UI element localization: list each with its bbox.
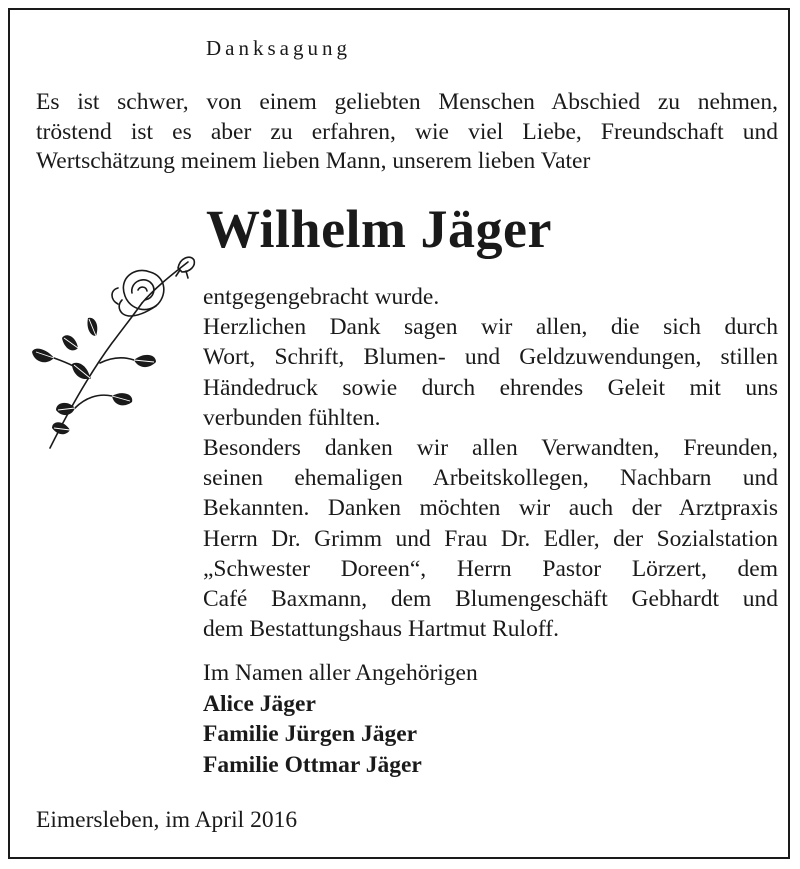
body-line: Café Baxmann, dem Blumengeschäft Gebhardt und <box>203 586 778 613</box>
signatory-name: Familie Ottmar Jäger <box>203 751 422 778</box>
body-line: Besonders danken wir allen Verwandten, Freunden, <box>203 435 778 462</box>
body-line: Wort, Schrift, Blumen- und Geldzuwendungen, stillen <box>203 344 778 371</box>
heading: Danksagung <box>206 36 351 60</box>
signature-block <box>203 658 478 780</box>
place-date: Eimersleben, im April 2016 <box>36 807 298 833</box>
signature-intro: Im Namen aller Angehörigen <box>203 660 478 686</box>
rose-icon <box>30 248 200 453</box>
intro-line: Wertschätzung meinem lieben Mann, unserem lieben Vater <box>36 148 591 174</box>
body-line: Händedruck sowie durch ehrendes Geleit mit uns <box>203 374 778 401</box>
signatory-name: Alice Jäger <box>203 690 316 717</box>
body-line: dem Bestattungshaus Hartmut Ruloff. <box>203 616 559 643</box>
deceased-name: Wilhelm Jäger <box>206 199 552 259</box>
intro-line: tröstend ist es aber zu erfahren, wie viel Liebe, Freundschaft und <box>36 118 778 145</box>
body-text <box>203 282 778 644</box>
body-line: verbunden fühlten. <box>203 404 381 431</box>
body-line: Herzlichen Dank sagen wir allen, die sich durch <box>203 314 778 341</box>
body-line: „Schwester Doreen“, Herrn Pastor Lörzert, dem <box>203 555 778 582</box>
body-line: entgegengebracht wurde. <box>203 284 440 310</box>
body-line: Bekannten. Danken möchten wir auch der Arztpraxis <box>203 495 778 522</box>
body-line: seinen ehemaligen Arbeitskollegen, Nachbarn und <box>203 465 778 492</box>
intro-text <box>36 88 778 177</box>
obituary-notice <box>8 8 790 859</box>
body-line: Herrn Dr. Grimm und Frau Dr. Edler, der Sozialstation <box>203 525 778 552</box>
signatory-name: Familie Jürgen Jäger <box>203 721 418 747</box>
intro-line: Es ist schwer, von einem geliebten Menschen Abschied zu nehmen, <box>36 89 778 115</box>
